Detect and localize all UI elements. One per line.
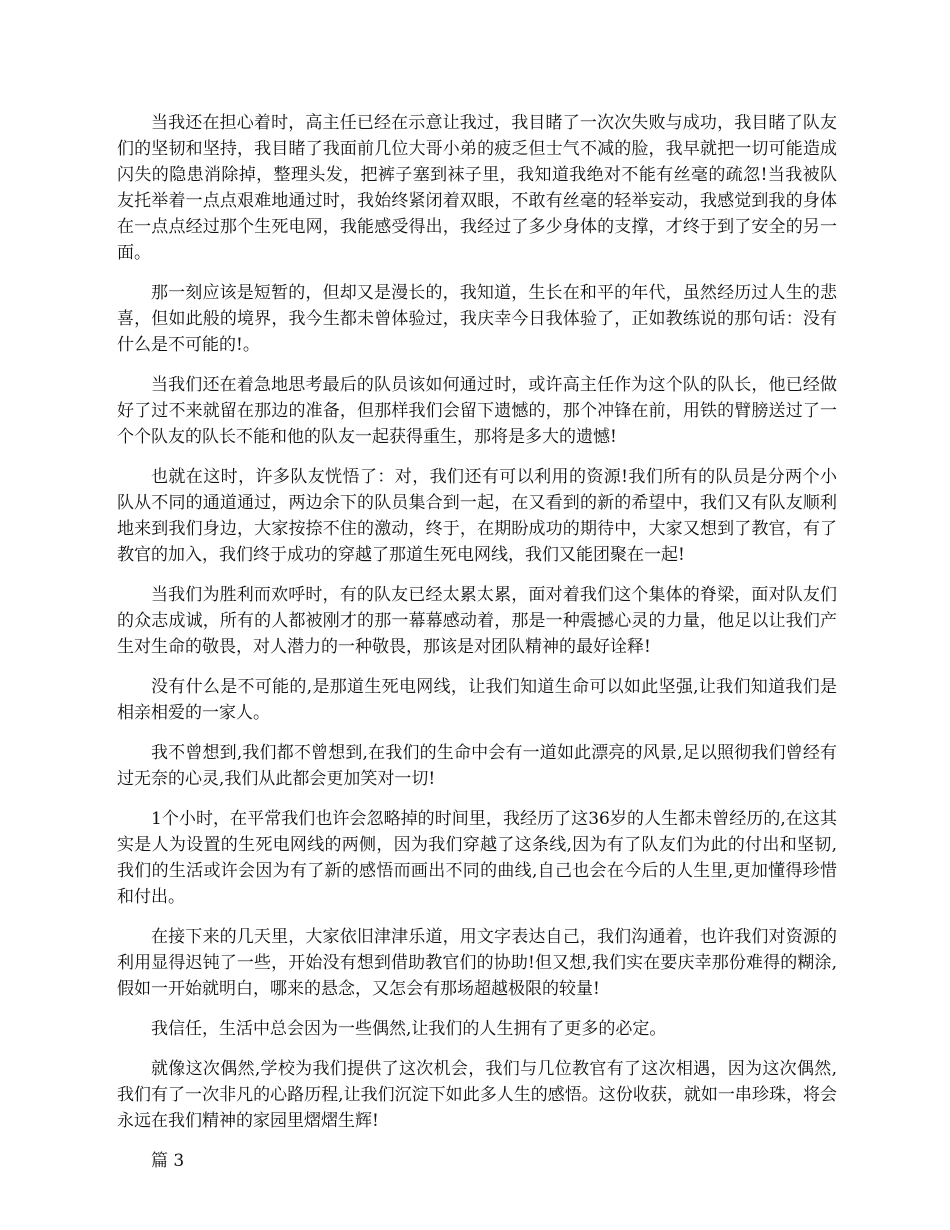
paragraph-6: 没有什么是不可能的,是那道生死电网线，让我们知道生命可以如此坚强,让我们知道我们是相亲相爱的一家人。	[117, 677, 837, 723]
section-heading: 篇 3	[151, 1151, 185, 1171]
paragraph-7: 我不曾想到,我们都不曾想到,在我们的生命中会有一道如此漂亮的风景,足以照彻我们曾经有过无奈的心灵,我们从此都会更加笑对一切!	[117, 743, 837, 789]
paragraph-10: 我信任，生活中总会因为一些偶然,让我们的人生拥有了更多的必定。	[151, 1019, 667, 1039]
paragraph-3: 当我们还在着急地思考最后的队员该如何通过时，或许高主任作为这个队的队长，他已经做好了过不来就留在那边的准备，但那样我们会留下遗憾的，那个冲锋在前，用铁的臂膀送过了一个个队友的队长不能和他的队友一起获得重生，那将是多大的遗憾!	[117, 375, 837, 447]
paragraph-8: 1个小时，在平常我们也许会忽略掉的时间里，我经历了这36岁的人生都未曾经历的,在这其实是人为设置的生死电网线的两侧，因为我们穿越了这条线,因为有了队友们为此的付出和坚韧,我们的生活或许会因为有了新的感悟而画出不同的曲线,自己也会在今后的人生里,更加懂得珍惜和付出。	[117, 809, 837, 907]
document-body	[117, 110, 837, 1174]
paragraph-11: 就像这次偶然,学校为我们提供了这次机会，我们与几位教官有了这次相遇，因为这次偶然,我们有了一次非凡的心路历程,让我们沉淀下如此多人生的感悟。这份收获，就如一串珍珠，将会永远在我们精神的家园里熠熠生辉!	[117, 1059, 837, 1131]
paragraph-2: 那一刻应该是短暂的，但却又是漫长的，我知道，生长在和平的年代，虽然经历过人生的悲喜，但如此般的境界，我今生都未曾体验过，我庆幸今日我体验了，正如教练说的那句话：没有什么是不可能的!。	[117, 283, 837, 355]
paragraph-1: 当我还在担心着时，高主任已经在示意让我过，我目睹了一次次失败与成功，我目睹了队友们的坚韧和坚持，我目睹了我面前几位大哥小弟的疲乏但士气不减的脸，我早就把一切可能造成闪失的隐患消除掉，整理头发，把裤子塞到袜子里，我知道我绝对不能有丝毫的疏忽!当我被队友托举着一点点艰难地通过时，我始终紧闭着双眼，不敢有丝毫的轻举妄动，我感觉到我的身体在一点点经过那个生死电网，我能感受得出，我经过了多少身体的支撑，才终于到了安全的另一面。	[117, 113, 837, 263]
paragraph-5: 当我们为胜利而欢呼时，有的队友已经太累太累，面对着我们这个集体的脊梁，面对队友们的众志成诚，所有的人都被刚才的那一幕幕感动着，那是一种震撼心灵的力量，他足以让我们产生对生命的敬畏，对人潜力的一种敬畏，那该是对团队精神的最好诠释!	[117, 585, 837, 657]
paragraph-4: 也就在这时，许多队友恍悟了：对，我们还有可以利用的资源!我们所有的队员是分两个小队从不同的通道通过，两边余下的队员集合到一起，在又看到的新的希望中，我们又有队友顺利地来到我们身边，大家按捺不住的激动，终于，在期盼成功的期待中，大家又想到了教官，有了教官的加入，我们终于成功的穿越了那道生死电网线，我们又能团聚在一起!	[117, 467, 837, 565]
paragraph-9: 在接下来的几天里，大家依旧津津乐道，用文字表达自己，我们沟通着，也许我们对资源的利用显得迟钝了一些，开始没有想到借助教官们的协助!但又想,我们实在要庆幸那份难得的糊涂,假如一开始就明白，哪来的悬念，又怎会有那场超越极限的较量!	[117, 927, 837, 999]
